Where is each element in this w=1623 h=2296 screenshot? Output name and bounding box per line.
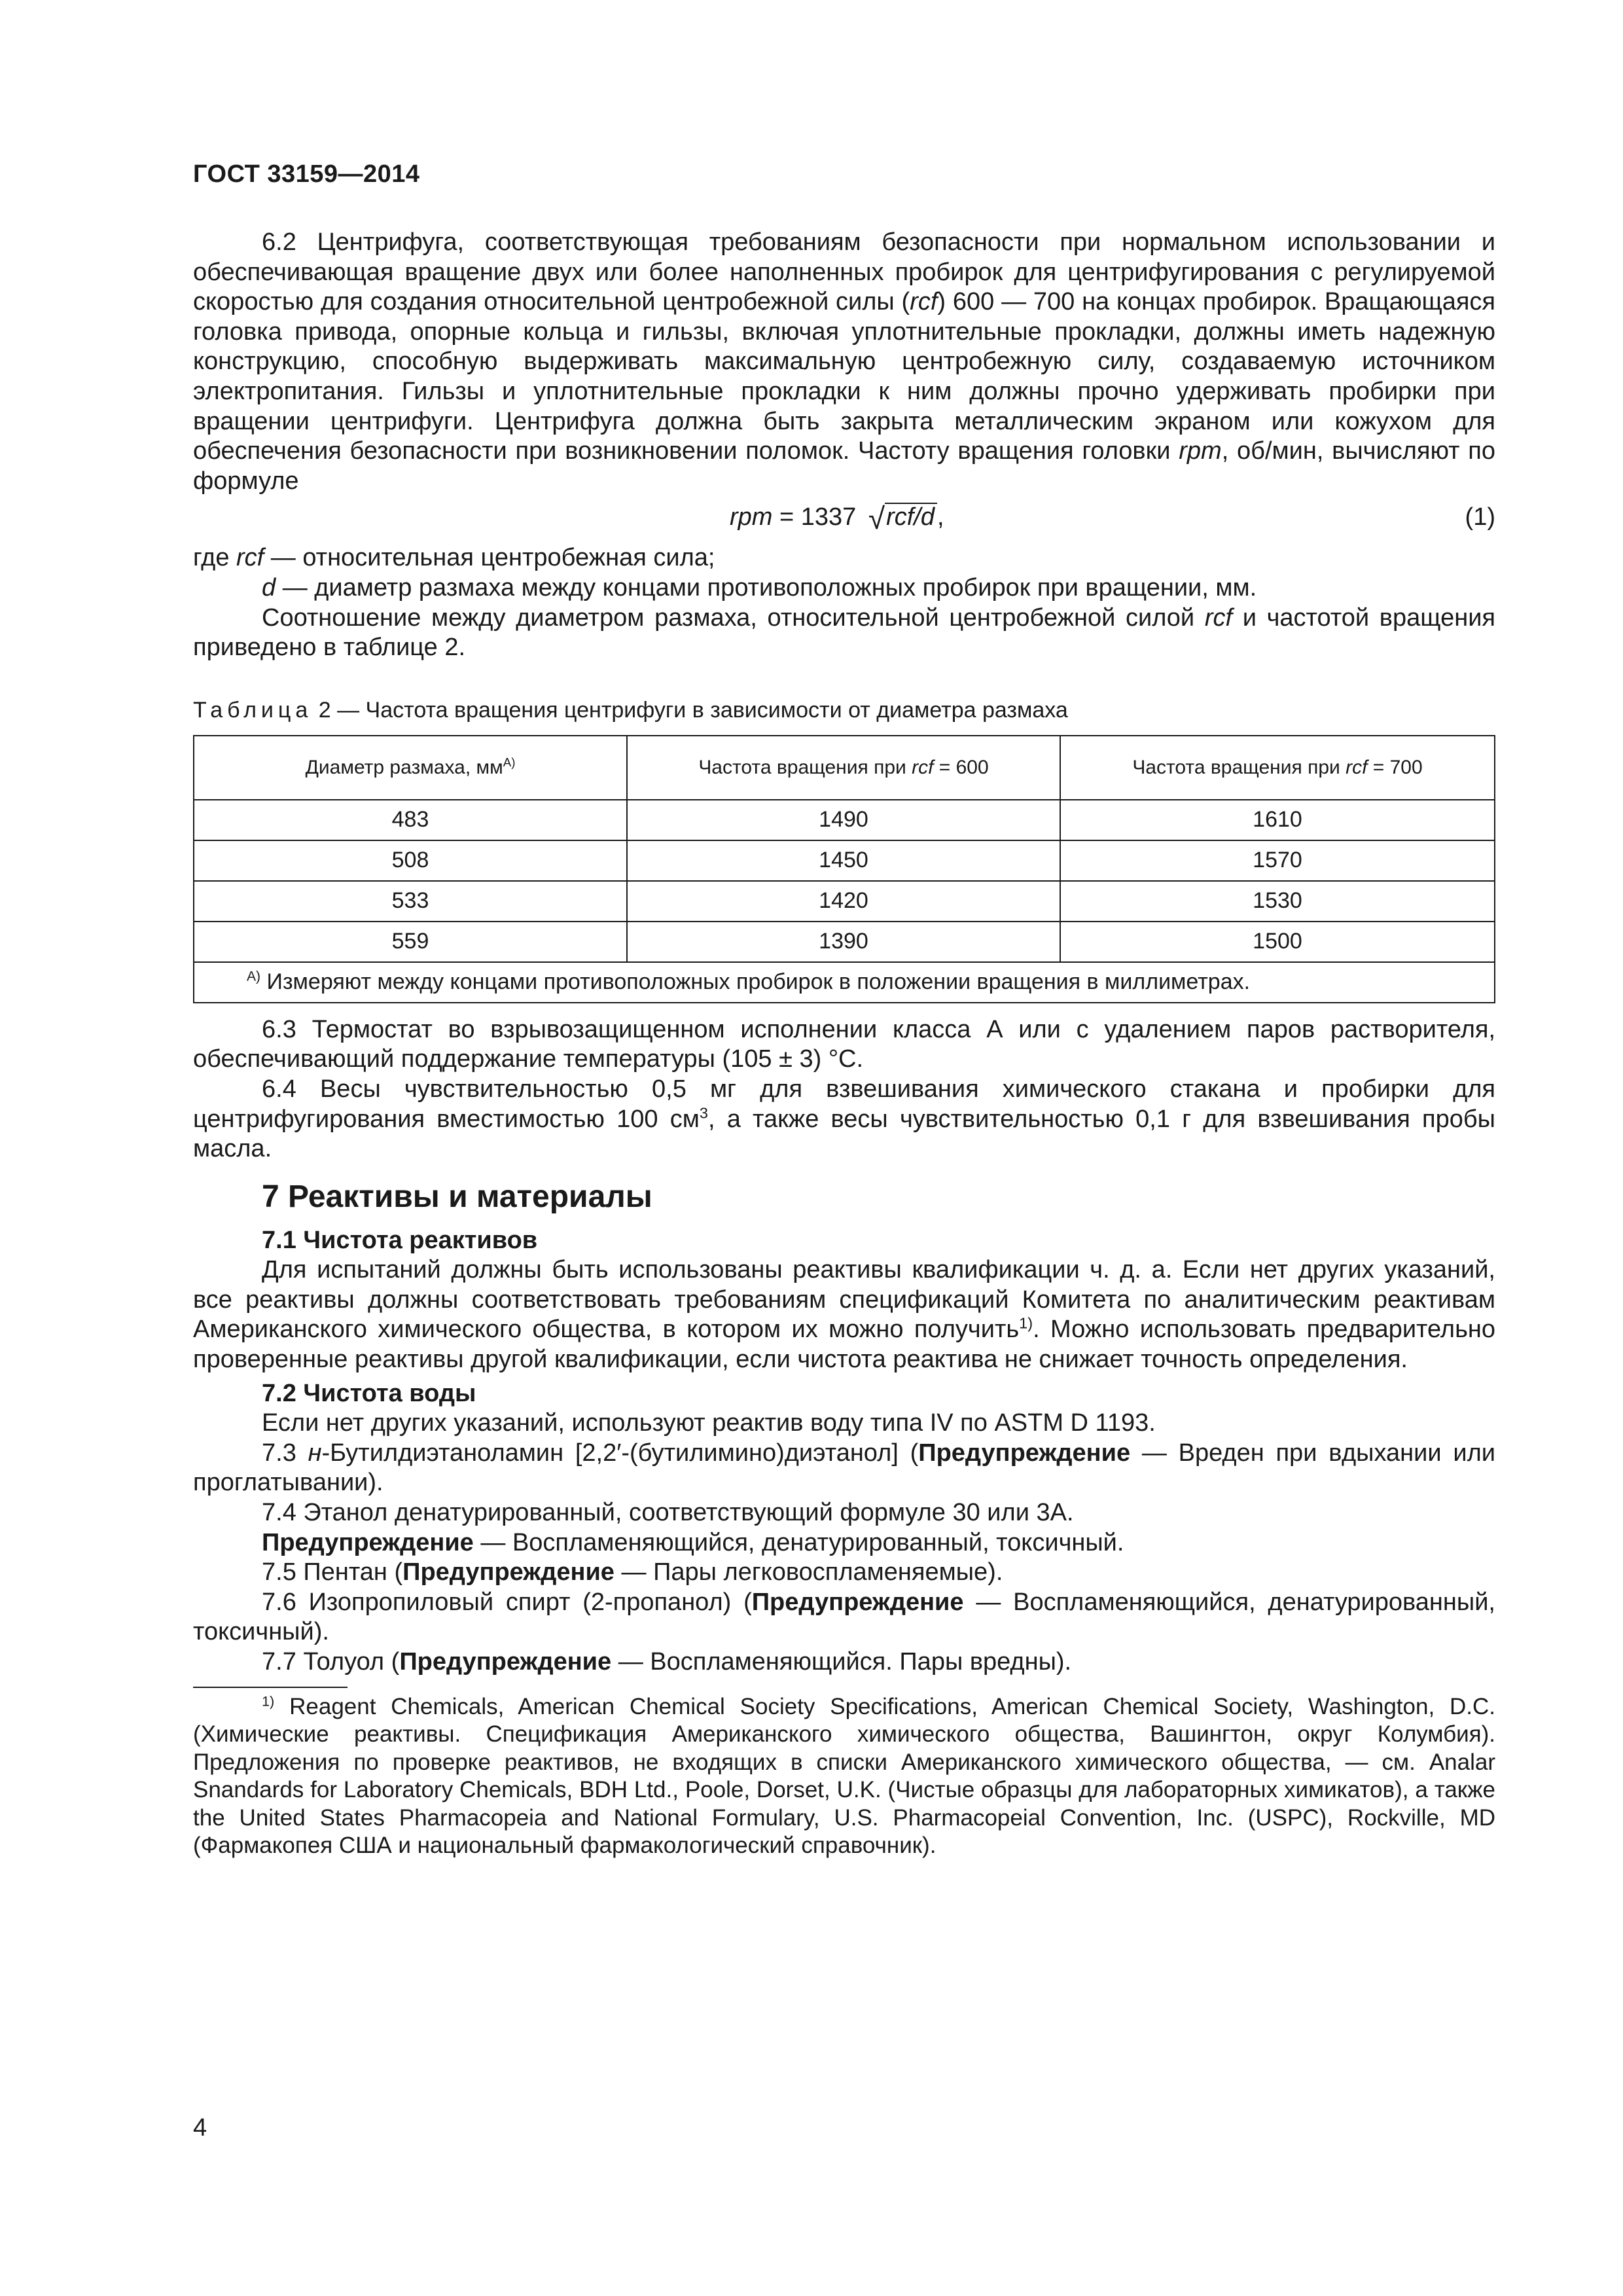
table-header-row <box>194 736 1495 800</box>
formula-expression: rpm = 1337 √rcf/d , <box>730 501 944 536</box>
table-row <box>194 922 1495 962</box>
section-7-1-heading: 7.1 Чистота реактивов <box>262 1226 538 1254</box>
table-cell: 1570 <box>1060 840 1495 881</box>
table-footnote: $^{А)}$ Измеряют между концами противоположных пробирок в положении вращения в миллиметрах. <box>194 962 1495 1003</box>
table-cell: 1610 <box>1060 800 1495 840</box>
ratio-sentence: Соотношение между диаметром размаха, относительной центробежной силой rcf и частотой вращения приведено в таблице 2. <box>193 603 1495 662</box>
formula-1 <box>193 496 1495 543</box>
paragraph-6-3: 6.3 Термостат во взрывозащищенном исполнении класса А или с удалением паров растворителя, обеспечивающий поддержание температуры (105 ± 3) °С. <box>193 1015 1495 1073</box>
document-header: ГОСТ 33159—2014 <box>193 160 420 188</box>
table-cell: 1450 <box>627 840 1060 881</box>
table-row <box>194 881 1495 922</box>
paragraph-7-2: Если нет других указаний, используют реактив воду типа IV по ASTM D 1193. <box>262 1409 1156 1437</box>
paragraph-7-1: Для испытаний должны быть использованы реактивы квалификации ч. д. а. Если нет других указаний, все реактивы должны соответствовать требованиям спецификаций Комитета по аналитическим реактивам Американского химического общества, в котором их можно получить$^{1)}$. Можно использовать предварительно проверенные реактивы другой квалификации, если чистота реактива не снижает точность определения. <box>193 1256 1495 1374</box>
formula-number: (1) <box>1465 503 1495 531</box>
column-header-rcf-600: Частота вращения при rcf = 600 <box>627 736 1060 800</box>
paragraph-6-2: 6.2 Центрифуга, соответствующая требованиям безопасности при нормальном использовании и обеспечивающая вращение двух или более наполненных пробирок для центрифугирования с регулируемой скоростью для создания относительной центробежной силы (rcf) 600 — 700 на концах пробирок. Вращающаяся головка привода, опорные кольца и гильзы, включая уплотнительные прокладки, должны иметь надежную конструкцию, способную выдерживать максимальную центробежную силу, создаваемую источником электропитания. Гильзы и уплотнительные прокладки к ним должны прочно удерживать пробирки при вращении центрифуги. Центрифуга должна быть закрыта металлическим экраном или кожухом для обеспечения безопасности при возникновении поломок. Частоту вращения головки rpm, об/мин, вычисляют по формуле <box>193 228 1496 495</box>
table-cell: 483 <box>194 800 627 840</box>
table-cell: 1530 <box>1060 881 1495 922</box>
table-footnote-row <box>194 962 1495 1003</box>
sqrt-icon: √ <box>868 501 885 536</box>
table-cell: 1420 <box>627 881 1060 922</box>
paragraph-7-6: 7.6 Изопропиловый спирт (2-пропанол) (Предупреждение — Воспламеняющийся, денатурированный, токсичный). <box>193 1588 1495 1646</box>
page-number: 4 <box>193 2114 207 2142</box>
table-row <box>194 840 1495 881</box>
table-cell: 1390 <box>627 922 1060 962</box>
paragraph-7-4-warning: Предупреждение — Воспламеняющийся, денатурированный, токсичный. <box>262 1528 1124 1556</box>
table-row <box>194 800 1495 840</box>
where-d: d — диаметр размаха между концами противоположных пробирок при вращении, мм. <box>262 573 1257 601</box>
table-2 <box>193 735 1495 1003</box>
table-cell: 1500 <box>1060 922 1495 962</box>
paragraph-7-7: 7.7 Толуол (Предупреждение — Воспламеняющийся. Пары вредны). <box>262 1648 1072 1676</box>
body-text <box>193 228 1495 1860</box>
table-cell: 508 <box>194 840 627 881</box>
table-cell: 533 <box>194 881 627 922</box>
paragraph-7-4: 7.4 Этанол денатурированный, соответствующий формуле 30 или 3А. <box>262 1499 1074 1527</box>
paragraph-7-3: 7.3 н-Бутилдиэтаноламин [2,2′-(бутилимино)диэтанол] (Предупреждение — Вреден при вдыхании или проглатывании). <box>193 1439 1495 1497</box>
footnote-separator <box>193 1687 348 1688</box>
footnote-1: $^{1)}$ Reagent Chemicals, American Chemical Society Specifications, American Chemical Society, Washington, D.C. (Химические реактивы. Спецификация Американского химического общества, Вашингтон, округ Колумбия). Предложения по проверке реактивов, не входящих в списки Американского химического общества, — см. Analar Snandards for Laboratory Chemicals, BDH Ltd., Poole, Dorset, U.K. (Чистые образцы для лабораторных химикатов), а также the United States Pharmacopeia and National Formulary, U.S. Pharmacopeial Convention, Inc. (USPC), Rockville, MD (Фармакопея США и национальный фармакологический справочник). <box>193 1692 1495 1859</box>
paragraph-7-5: 7.5 Пентан (Предупреждение — Пары легковоспламеняемые). <box>262 1558 1003 1587</box>
paragraph-6-4: 6.4 Весы чувствительностью 0,5 мг для взвешивания химического стакана и пробирки для центрифугирования вместимостью 100 $см^3$, а также весы чувствительностью 0,1 г для взвешивания пробы масла. <box>193 1075 1495 1163</box>
section-7-2-heading: 7.2 Чистота воды <box>262 1379 476 1407</box>
table-caption: Таблица 2 — Частота вращения центрифуги в зависимости от диаметра размаха <box>193 697 1068 723</box>
table-cell: 559 <box>194 922 627 962</box>
table-cell: 1490 <box>627 800 1060 840</box>
column-header-rcf-700: Частота вращения при rcf = 700 <box>1060 736 1495 800</box>
where-rcf: где rcf — относительная центробежная сила; <box>193 544 715 572</box>
column-header-diameter: Диаметр размаха, $мм^{А)}$ <box>194 736 627 800</box>
section-7-heading: 7 Реактивы и материалы <box>262 1179 652 1214</box>
